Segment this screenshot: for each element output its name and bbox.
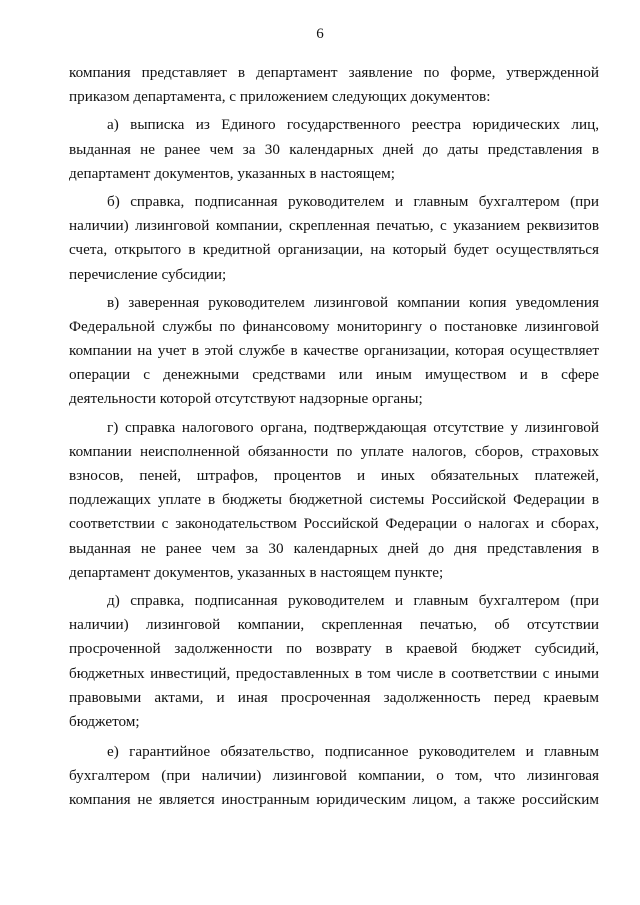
paragraph-item-d	[69, 589, 599, 734]
paragraph-item-v	[69, 291, 599, 412]
text-line: бухгалтером (при наличии) лизинговой компании, о том, что лизинговая	[69, 767, 599, 785]
text-line: б) справка, подписанная руководителем и главным бухгалтером (при	[107, 192, 599, 210]
text-line: е) гарантийное обязательство, подписанное руководителем и главным	[107, 743, 599, 761]
text-line: бюджетных инвестиций, предоставленных в том числе в соответствии с иными	[69, 664, 599, 682]
text-line: компании на учет в этой службе в качестве организации, которая осуществляет	[69, 342, 599, 360]
document-body	[69, 61, 599, 813]
text-line: бюджетом;	[69, 712, 140, 730]
text-line: просроченной задолженности по возврату в краевой бюджет субсидий,	[69, 640, 599, 658]
text-line: выданная не ранее чем за 30 календарных дней до дня представления в	[69, 539, 599, 557]
text-line: компания представляет в департамент заявление по форме, утвержденной	[69, 64, 599, 81]
paragraph-item-a	[69, 113, 599, 186]
text-line: счета, открытого в кредитной организации, на который будет осуществляться	[69, 241, 599, 259]
text-line: а) выписка из Единого государственного реестра юридических лиц,	[107, 116, 599, 134]
paragraph-item-b	[69, 190, 599, 287]
text-line: компания не является иностранным юридическим лицом, а также российским	[69, 791, 599, 809]
text-line: Федеральной службы по финансовому мониторингу о постановке лизинговой	[69, 317, 599, 335]
text-line: приказом департамента, с приложением следующих документов:	[69, 88, 491, 106]
paragraph-intro	[69, 61, 599, 109]
text-line: наличии) лизинговой компании, скрепленная печатью, об отсутствии	[69, 616, 599, 634]
text-line: наличии) лизинговой компании, скрепленная печатью, с указанием реквизитов	[69, 217, 599, 235]
text-line: соответствии с законодательством Российской Федерации о налогах и сборах,	[69, 515, 599, 533]
text-line: подлежащих уплате в бюджеты бюджетной системы Российской Федерации в	[69, 491, 599, 509]
text-line: выданная не ранее чем за 30 календарных дней до даты представления в	[69, 140, 599, 158]
text-line: операции с денежными средствами или иным имуществом и в сфере	[69, 366, 599, 384]
text-line: правовыми актами, и иная просроченная задолженность перед краевым	[69, 688, 599, 706]
text-line: департамент документов, указанных в настоящем;	[69, 164, 396, 182]
text-line: деятельности которой отсутствуют надзорные органы;	[69, 390, 423, 408]
text-line: в) заверенная руководителем лизинговой компании копия уведомления	[107, 293, 599, 311]
text-line: д) справка, подписанная руководителем и главным бухгалтером (при	[107, 591, 599, 609]
paragraph-item-g	[69, 416, 599, 585]
text-line: г) справка налогового органа, подтверждающая отсутствие у лизинговой	[107, 418, 599, 436]
page-number: 6	[316, 26, 324, 42]
paragraph-item-e	[69, 740, 599, 813]
text-line: компании неисполненной обязанности по уплате налогов, сборов, страховых	[69, 442, 599, 460]
text-line: департамент документов, указанных в настоящем пункте;	[69, 563, 444, 581]
text-line: перечисление субсидии;	[69, 265, 227, 283]
text-line: взносов, пеней, штрафов, процентов и иных обязательных платежей,	[69, 467, 599, 484]
